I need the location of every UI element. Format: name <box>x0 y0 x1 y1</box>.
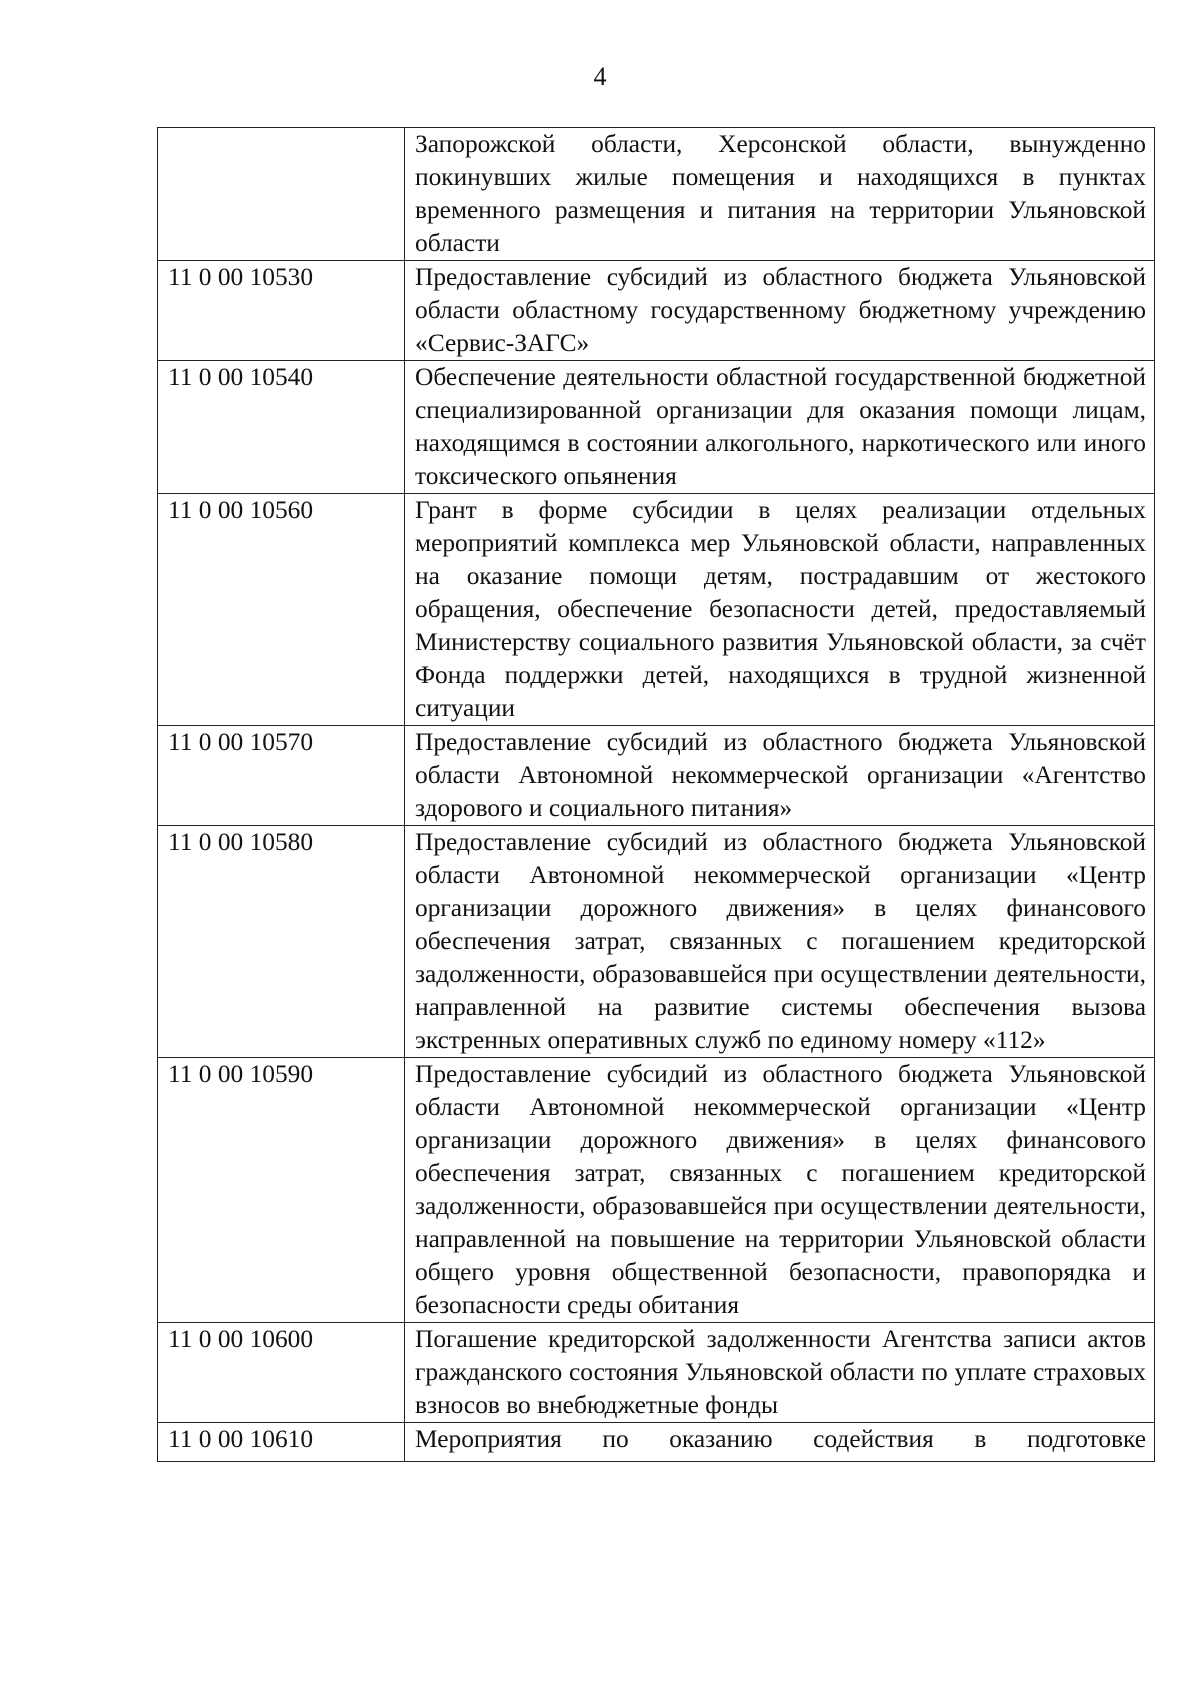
description-cell: Предоставление субсидий из областного бюджета Ульяновской области Автономной некоммерческой организации «Центр организации дорожного движения» в целях финансового обеспечения затрат, связанных с погашением кредиторской задолженности, образовавшейся при осуществлении деятельности, направленной на повышение на территории Ульяновской области общего уровня общественной безопасности, правопорядка и безопасности среды обитания <box>405 1058 1155 1323</box>
code-cell: 11 0 00 10600 <box>158 1323 405 1423</box>
page-number: 4 <box>593 62 607 91</box>
code-cell: 11 0 00 10560 <box>158 494 405 726</box>
description-cell: Погашение кредиторской задолженности Агентства записи актов гражданского состояния Ульяновской области по уплате страховых взносов во внебюджетные фонды <box>405 1323 1155 1423</box>
code-cell: 11 0 00 10580 <box>158 826 405 1058</box>
table-row <box>158 1423 1155 1462</box>
table-row <box>158 128 1155 261</box>
code-cell: 11 0 00 10570 <box>158 726 405 826</box>
description-cell: Предоставление субсидий из областного бюджета Ульяновской области Автономной некоммерческой организации «Агентство здорового и социального питания» <box>405 726 1155 826</box>
description-cell: Предоставление субсидий из областного бюджета Ульяновской области Автономной некоммерческой организации «Центр организации дорожного движения» в целях финансового обеспечения затрат, связанных с погашением кредиторской задолженности, образовавшейся при осуществлении деятельности, направленной на развитие системы обеспечения вызова экстренных оперативных служб по единому номеру «112» <box>405 826 1155 1058</box>
description-cell: Предоставление субсидий из областного бюджета Ульяновской области областному государственному бюджетному учреждению «Сервис-ЗАГС» <box>405 261 1155 361</box>
description-cell: Грант в форме субсидии в целях реализации отдельных мероприятий комплекса мер Ульяновской области, направленных на оказание помощи детям, пострадавшим от жестокого обращения, обеспечение безопасности детей, предоставляемый Министерству социального развития Ульяновской области, за счёт Фонда поддержки детей, находящихся в трудной жизненной ситуации <box>405 494 1155 726</box>
table-row <box>158 261 1155 361</box>
table-row <box>158 726 1155 826</box>
description-cell: Обеспечение деятельности областной государственной бюджетной специализированной организации для оказания помощи лицам, находящимся в состоянии алкогольного, наркотического или иного токсического опьянения <box>405 361 1155 494</box>
table-row <box>158 826 1155 1058</box>
budget-classification-table <box>157 127 1155 1462</box>
code-cell <box>158 128 405 261</box>
code-cell: 11 0 00 10540 <box>158 361 405 494</box>
table-row <box>158 1058 1155 1323</box>
code-cell: 11 0 00 10590 <box>158 1058 405 1323</box>
table-row <box>158 1323 1155 1423</box>
table-row <box>158 361 1155 494</box>
code-cell: 11 0 00 10530 <box>158 261 405 361</box>
table-row <box>158 494 1155 726</box>
description-cell: Запорожской области, Херсонской области, вынужденно покинувших жилые помещения и находящихся в пунктах временного размещения и питания на территории Ульяновской области <box>405 128 1155 261</box>
code-cell: 11 0 00 10610 <box>158 1423 405 1462</box>
description-cell: Мероприятия по оказанию содействия в подготовке <box>405 1423 1155 1462</box>
